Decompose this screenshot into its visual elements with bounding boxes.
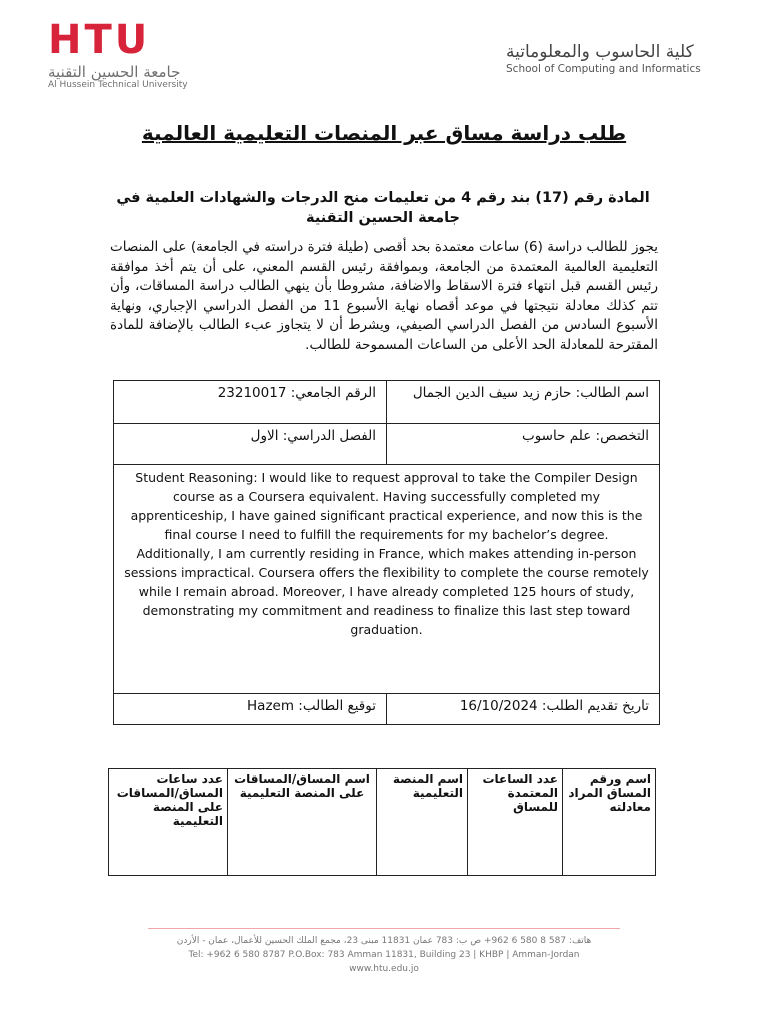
university-name-en: Al Hussein Technical University bbox=[48, 80, 188, 90]
table-header: اسم ورقم المساق المراد معادلته bbox=[562, 769, 655, 875]
footer bbox=[140, 934, 628, 976]
student-reasoning-field[interactable]: Student Reasoning: I would like to request approval to take the Compiler Design course as a Coursera equivalent. Having successfully completed my apprenticeship, I have gained significant practical experience, and now this is the final course I need to fulfill the requirements for my bachelor’s degree. Additionally, I am currently residing in France, which makes attending in-person sessions impractical. Coursera offers the flexibility to complete the course remotely while I remain abroad. Moreover, I have already completed 125 hours of study, demonstrating my commitment and readiness to finalize this last step toward graduation. bbox=[124, 470, 649, 637]
table-header: اسم المساق/المساقات على المنصة التعليمية bbox=[227, 769, 376, 875]
school-name-en: School of Computing and Informatics bbox=[506, 63, 701, 75]
form-row bbox=[114, 694, 659, 724]
table-header: عدد ساعات المساق/المساقات على المنصة التعليمية bbox=[116, 772, 223, 828]
student-name-field[interactable]: اسم الطالب: حازم زيد سيف الدين الجمال bbox=[412, 385, 649, 401]
request-form-table bbox=[113, 380, 660, 725]
page-title: طلب دراسة مساق عبر المنصات التعليمية العالمية bbox=[141, 121, 627, 145]
footer-website[interactable]: www.htu.edu.jo bbox=[349, 964, 419, 974]
form-row bbox=[114, 381, 659, 424]
logo-letter: T bbox=[84, 17, 113, 63]
table-header: عدد الساعات المعتمدة للمساق bbox=[467, 769, 562, 875]
course-equivalence-table bbox=[108, 768, 656, 876]
university-name-ar: جامعة الحسين التقنية bbox=[48, 63, 181, 81]
school-name bbox=[506, 42, 716, 76]
footer-address-en: Tel: +962 6 580 8787 P.O.Box: 783 Amman 11831, Building 23 | KHBP | Amman-Jordan bbox=[188, 950, 580, 960]
footer-divider bbox=[148, 928, 620, 929]
regulation-text: يجوز للطالب دراسة (6) ساعات معتمدة بحد أقصى (طيلة فترة دراسته في الجامعة) على المنصات التعليمية العالمية المعتمدة من الجامعة، وبموافقة رئيس القسم المعني، على أن يتم أخذ موافقة رئيس القسم قبل انتهاء فترة الاسقاط والاضافة، مشروطا بأن ينهي الطالب دراسة المساقات، وأن تتم كذلك معادلة نتيجتها في موعد أقصاه نهاية الأسبوع 11 من الفصل الدراسي الإجباري، ونهاية الأسبوع السادس من الفصل الدراسي الصيفي، ويشرط أن لا يتجاوز عبء الطالب بالإضافة للمادة المقترحة للمعادلة الحد الأعلى من الساعات المسموحة للطالب. bbox=[110, 239, 659, 353]
regulation-subtitle: المادة رقم (17) بند رقم 4 من تعليمات منح الدرجات والشهادات العلمية في جامعة الحسين التقنية bbox=[116, 190, 650, 226]
submit-date-field[interactable]: تاريخ تقديم الطلب: 16/10/2024 bbox=[459, 698, 649, 714]
semester-field[interactable]: الفصل الدراسي: الاول bbox=[114, 424, 387, 464]
htu-logo-mark bbox=[48, 17, 198, 63]
table-header: اسم المنصة التعليمية bbox=[376, 769, 467, 875]
university-logo bbox=[48, 18, 198, 108]
logo-letter: H bbox=[48, 17, 83, 63]
form-row bbox=[114, 424, 659, 465]
school-name-ar: كلية الحاسوب والمعلوماتية bbox=[506, 42, 694, 62]
footer-address-ar: هاتف: 587 8 580 6 962+ ص ب: 783 عمان 11831 مبنى 23، مجمع الملك الحسين للأعمال، عمان - الأردن bbox=[176, 936, 592, 946]
major-field[interactable]: التخصص: علم حاسوب bbox=[522, 428, 649, 444]
student-id-field[interactable]: الرقم الجامعي: 23210017 bbox=[114, 381, 387, 423]
form-row bbox=[114, 465, 659, 694]
logo-letter: U bbox=[114, 17, 149, 63]
signature-field[interactable]: توقيع الطالب: Hazem bbox=[114, 694, 387, 724]
